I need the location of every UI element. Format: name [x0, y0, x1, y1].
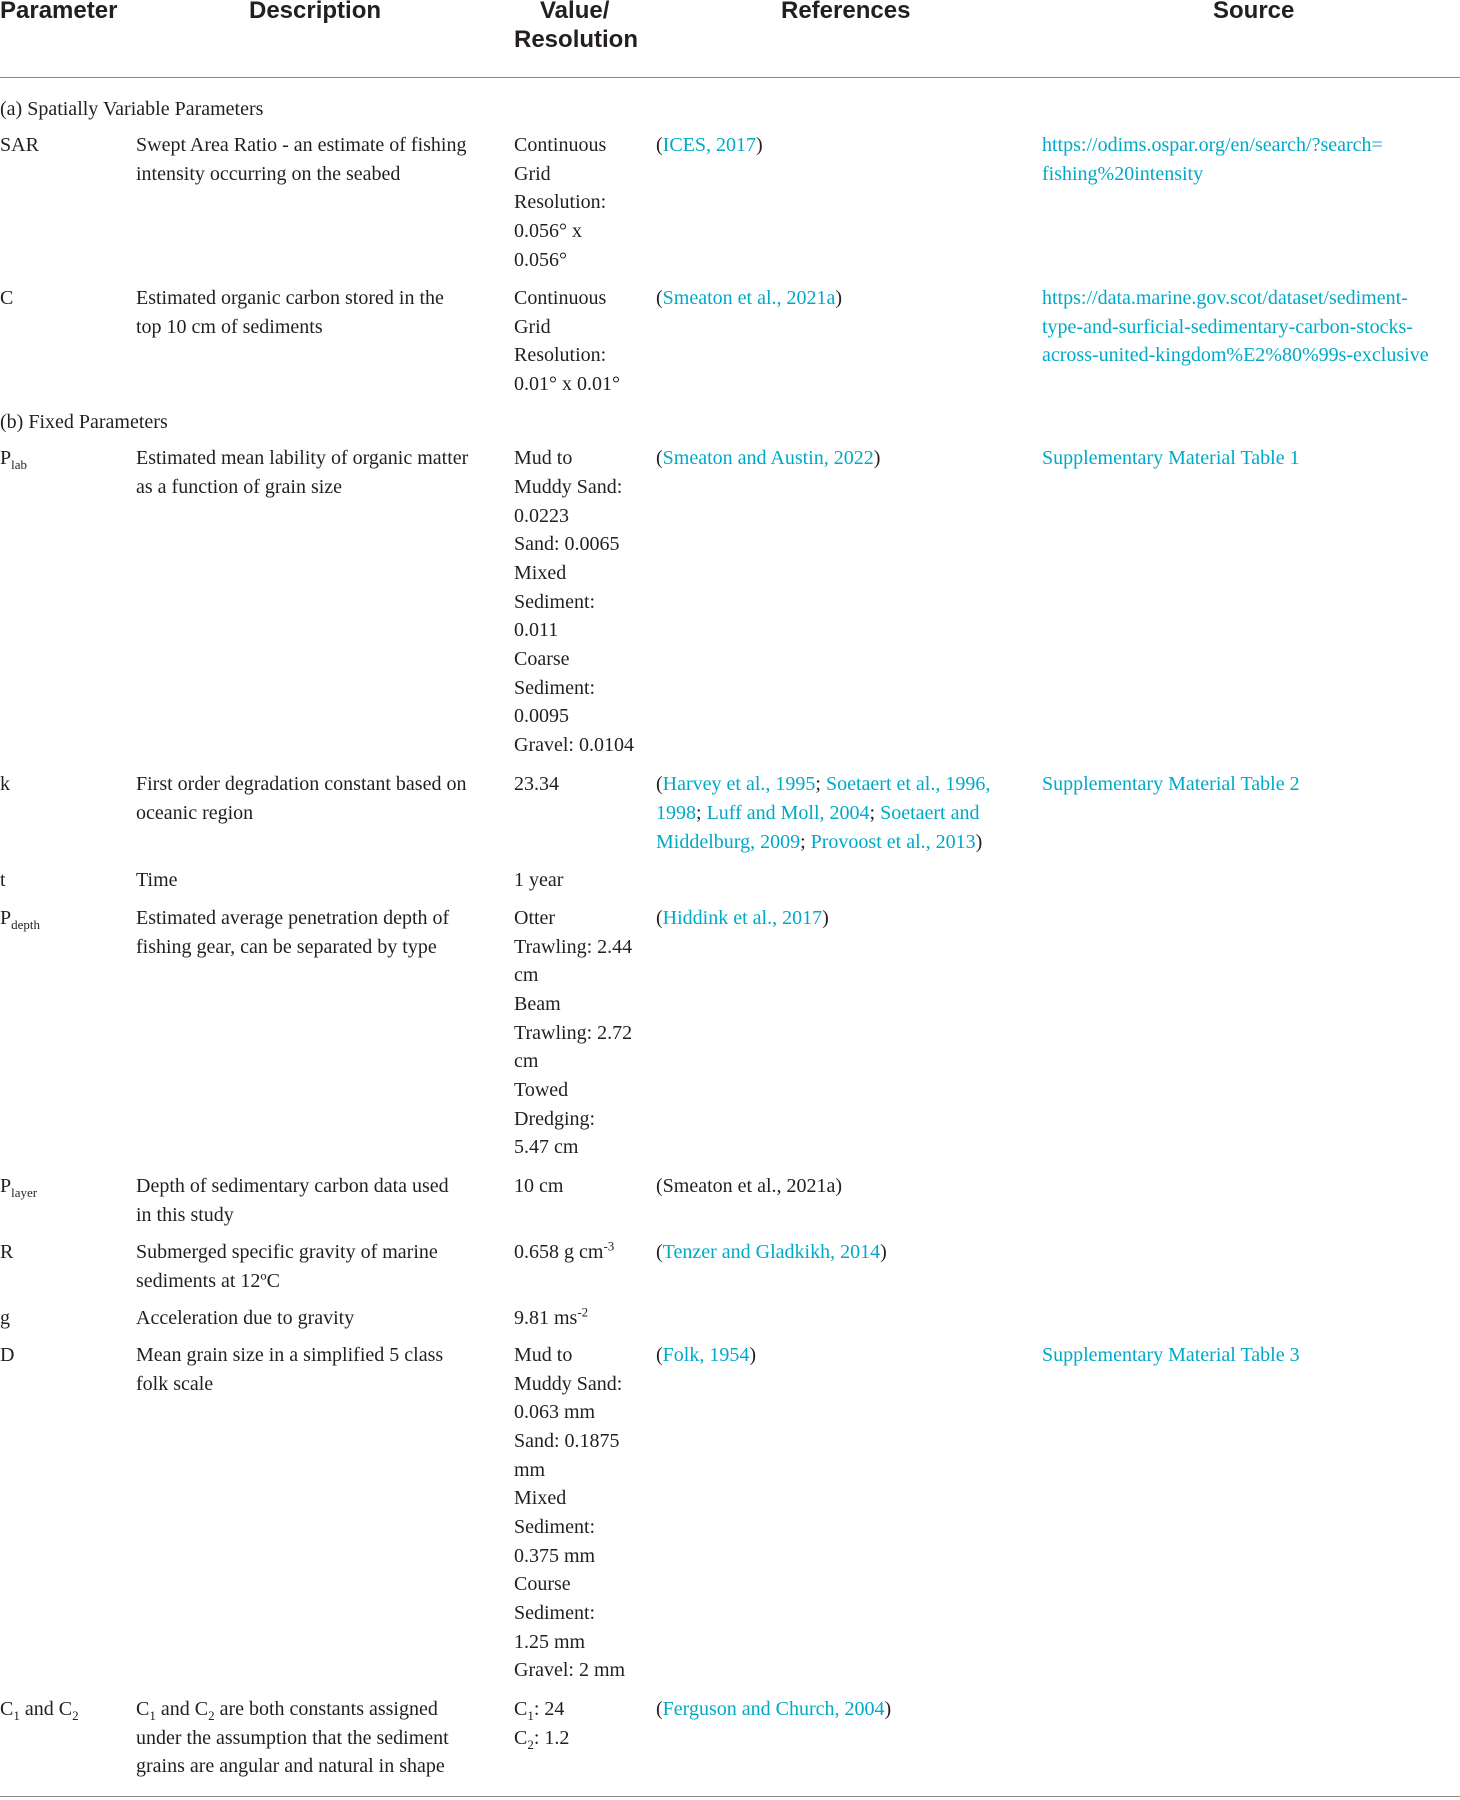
- desc-player-line2: in this study: [136, 1204, 234, 1226]
- ref-link-soetaert-1998[interactable]: 1998: [656, 802, 696, 824]
- desc-sar-line2: intensity occurring on the seabed: [136, 163, 401, 185]
- param-plab: $P_{lab}$: [0, 447, 28, 472]
- value-d-line4: Sand: 0.1875: [514, 1430, 620, 1452]
- value-plab-line11: Gravel: 0.0104: [514, 734, 634, 756]
- value-d-line9: Course: [514, 1573, 571, 1595]
- value-c-line3: Resolution:: [514, 344, 607, 366]
- value-plab-line8: Coarse: [514, 648, 570, 670]
- value-d-line10: Sediment:: [514, 1602, 596, 1624]
- desc-sar-line1: Swept Area Ratio - an estimate of fishing: [136, 134, 467, 156]
- value-plab-line1: Mud to: [514, 447, 573, 469]
- value-d-line7: Sediment:: [514, 1516, 596, 1538]
- value-d-line6: Mixed: [514, 1487, 567, 1509]
- source-c-link-line2[interactable]: type-and-surficial-sedimentary-carbon-stocks-: [1042, 316, 1413, 338]
- value-plab-line3: 0.0223: [514, 505, 569, 527]
- value-sar-line1: Continuous: [514, 134, 607, 156]
- ref-player: (Smeaton et al., 2021a): [656, 1175, 843, 1197]
- header-rule: [0, 77, 1460, 78]
- ref-d: (Folk, 1954): [656, 1344, 757, 1366]
- source-d-link[interactable]: Supplementary Material Table 3: [1042, 1344, 1300, 1366]
- param-c: C: [0, 287, 14, 309]
- value-d-line5: mm: [514, 1459, 546, 1481]
- param-r: R: [0, 1241, 14, 1263]
- value-d-line3: 0.063 mm: [514, 1401, 596, 1423]
- value-plab-line6: Sediment:: [514, 591, 596, 613]
- ref-link-ices-2017[interactable]: ICES, 2017: [662, 134, 757, 156]
- desc-c1c2-line2: under the assumption that the sediment: [136, 1727, 449, 1749]
- value-plab-line4: Sand: 0.0065: [514, 533, 620, 555]
- ref-k-line3: Middelburg, 2009; Provoost et al., 2013): [656, 831, 983, 853]
- desc-plab-line2: as a function of grain size: [136, 476, 343, 498]
- desc-k-line1: First order degradation constant based on: [136, 773, 467, 795]
- value-pdepth-line5: Trawling: 2.72: [514, 1022, 633, 1044]
- value-pdepth-line6: cm: [514, 1050, 539, 1072]
- value-c-line2: Grid: [514, 316, 551, 338]
- desc-k-line2: oceanic region: [136, 802, 254, 824]
- table-bottom-rule: [0, 1796, 1460, 1797]
- value-d-line2: Muddy Sand:: [514, 1373, 623, 1395]
- value-plab-line2: Muddy Sand:: [514, 476, 623, 498]
- value-sar-line2: Grid: [514, 163, 551, 185]
- value-d-line12: Gravel: 2 mm: [514, 1659, 626, 1681]
- header-parameter: Parameter: [0, 0, 118, 24]
- desc-d-line2: folk scale: [136, 1373, 214, 1395]
- desc-player-line1: Depth of sedimentary carbon data used: [136, 1175, 449, 1197]
- value-plab-line5: Mixed: [514, 562, 567, 584]
- ref-k-line1: (Harvey et al., 1995; Soetaert et al., 1996,: [656, 773, 991, 795]
- source-sar-link-line1[interactable]: https://odims.ospar.org/en/search/?search=: [1042, 134, 1383, 156]
- value-g: 9.81 $ms^{-2}$: [514, 1304, 589, 1329]
- ref-link-provoost-2013[interactable]: Provoost et al., 2013: [810, 831, 976, 853]
- value-pdepth-line7: Towed: [514, 1079, 569, 1101]
- header-references: References: [781, 0, 911, 24]
- param-player: $P_{layer}$: [0, 1175, 38, 1200]
- param-g: g: [0, 1307, 10, 1329]
- header-description: Description: [249, 0, 382, 24]
- desc-c-line2: top 10 cm of sediments: [136, 316, 323, 338]
- ref-link-ferguson-church-2004[interactable]: Ferguson and Church, 2004: [662, 1698, 885, 1720]
- value-c1: $C_1$: 24: [514, 1698, 565, 1723]
- value-sar-line5: 0.056°: [514, 249, 567, 271]
- ref-k-line2: 1998; Luff and Moll, 2004; Soetaert and: [656, 802, 980, 824]
- ref-link-smeaton-austin-2022[interactable]: Smeaton and Austin, 2022: [662, 447, 874, 469]
- value-c2: $C_2$: 1.2: [514, 1727, 570, 1752]
- ref-c: (Smeaton et al., 2021a): [656, 287, 843, 309]
- source-sar-link-line2[interactable]: fishing%20intensity: [1042, 163, 1204, 185]
- value-c-line1: Continuous: [514, 287, 607, 309]
- desc-pdepth-line1: Estimated average penetration depth of: [136, 907, 450, 929]
- desc-c-line1: Estimated organic carbon stored in the: [136, 287, 444, 309]
- param-pdepth: $P_{depth}$: [0, 907, 41, 932]
- ref-c1c2: (Ferguson and Church, 2004): [656, 1698, 892, 1720]
- desc-pdepth-line2: fishing gear, can be separated by type: [136, 936, 437, 958]
- header-source: Source: [1213, 0, 1295, 24]
- param-d: D: [0, 1344, 15, 1366]
- source-c-link-line3[interactable]: across-united-kingdom%E2%80%99s-exclusive: [1042, 344, 1429, 366]
- param-c1c2: $C_1$ and $C_2$: [0, 1698, 79, 1723]
- source-k-link[interactable]: Supplementary Material Table 2: [1042, 773, 1300, 795]
- param-sar: SAR: [0, 134, 39, 156]
- desc-r-line2: sediments at 12ºC: [136, 1270, 280, 1292]
- ref-link-soetaert-1996[interactable]: Soetaert et al., 1996,: [825, 773, 991, 795]
- value-d-line1: Mud to: [514, 1344, 573, 1366]
- ref-r: (Tenzer and Gladkikh, 2014): [656, 1241, 887, 1263]
- value-k: 23.34: [514, 773, 559, 795]
- value-pdepth-line3: cm: [514, 964, 539, 986]
- value-sar-line3: Resolution:: [514, 191, 607, 213]
- value-t: 1 year: [514, 869, 564, 891]
- ref-link-folk-1954[interactable]: Folk, 1954: [662, 1344, 750, 1366]
- desc-t: Time: [136, 869, 178, 891]
- header-value-line1: Value/: [540, 0, 610, 24]
- desc-plab-line1: Estimated mean lability of organic matter: [136, 447, 469, 469]
- desc-d-line1: Mean grain size in a simplified 5 class: [136, 1344, 444, 1366]
- value-plab-line9: Sediment:: [514, 677, 596, 699]
- value-player: 10 cm: [514, 1175, 564, 1197]
- ref-link-soetaert-middelburg-b[interactable]: Middelburg, 2009: [656, 831, 801, 853]
- value-plab-line7: 0.011: [514, 619, 559, 641]
- ref-link-hiddink-2017[interactable]: Hiddink et al., 2017: [662, 907, 823, 929]
- ref-pdepth: (Hiddink et al., 2017): [656, 907, 829, 929]
- value-pdepth-line9: 5.47 cm: [514, 1136, 579, 1158]
- ref-link-smeaton-2021a[interactable]: Smeaton et al., 2021a: [662, 287, 836, 309]
- value-pdepth-line1: Otter: [514, 907, 556, 929]
- ref-plab: (Smeaton and Austin, 2022): [656, 447, 881, 469]
- value-c-line4: 0.01° x 0.01°: [514, 373, 620, 395]
- desc-c1c2-line3: grains are angular and natural in shape: [136, 1755, 445, 1777]
- desc-c1c2-line1: $C_1$ and $C_2$ are both constants assigned: [136, 1698, 438, 1723]
- ref-link-harvey-1995[interactable]: Harvey et al., 1995: [662, 773, 816, 795]
- value-sar-line4: 0.056° x: [514, 220, 582, 242]
- value-pdepth-line4: Beam: [514, 993, 561, 1015]
- value-pdepth-line8: Dredging:: [514, 1108, 596, 1130]
- desc-r-line1: Submerged specific gravity of marine: [136, 1241, 438, 1263]
- param-t: t: [0, 869, 6, 891]
- source-plab-link[interactable]: Supplementary Material Table 1: [1042, 447, 1300, 469]
- ref-link-tenzer-gladkikh-2014[interactable]: Tenzer and Gladkikh, 2014: [662, 1241, 881, 1263]
- ref-link-luff-moll-2004[interactable]: Luff and Moll, 2004: [706, 802, 870, 824]
- section-spatially-variable: (a) Spatially Variable Parameters: [0, 98, 264, 120]
- header-value-line2: Resolution: [514, 26, 638, 53]
- value-r: 0.658 g $cm^{-3}$: [514, 1238, 615, 1263]
- source-c-link-line1[interactable]: https://data.marine.gov.scot/dataset/sediment-: [1042, 287, 1408, 309]
- ref-sar: (ICES, 2017): [656, 134, 763, 156]
- value-plab-line10: 0.0095: [514, 705, 569, 727]
- desc-g: Acceleration due to gravity: [136, 1307, 355, 1329]
- value-pdepth-line2: Trawling: 2.44: [514, 936, 633, 958]
- section-fixed: (b) Fixed Parameters: [0, 411, 168, 433]
- ref-link-soetaert-middelburg-a[interactable]: Soetaert and: [880, 802, 980, 824]
- param-k: k: [0, 773, 10, 795]
- value-d-line11: 1.25 mm: [514, 1631, 586, 1653]
- table-header: [0, 0, 1460, 78]
- value-d-line8: 0.375 mm: [514, 1545, 596, 1567]
